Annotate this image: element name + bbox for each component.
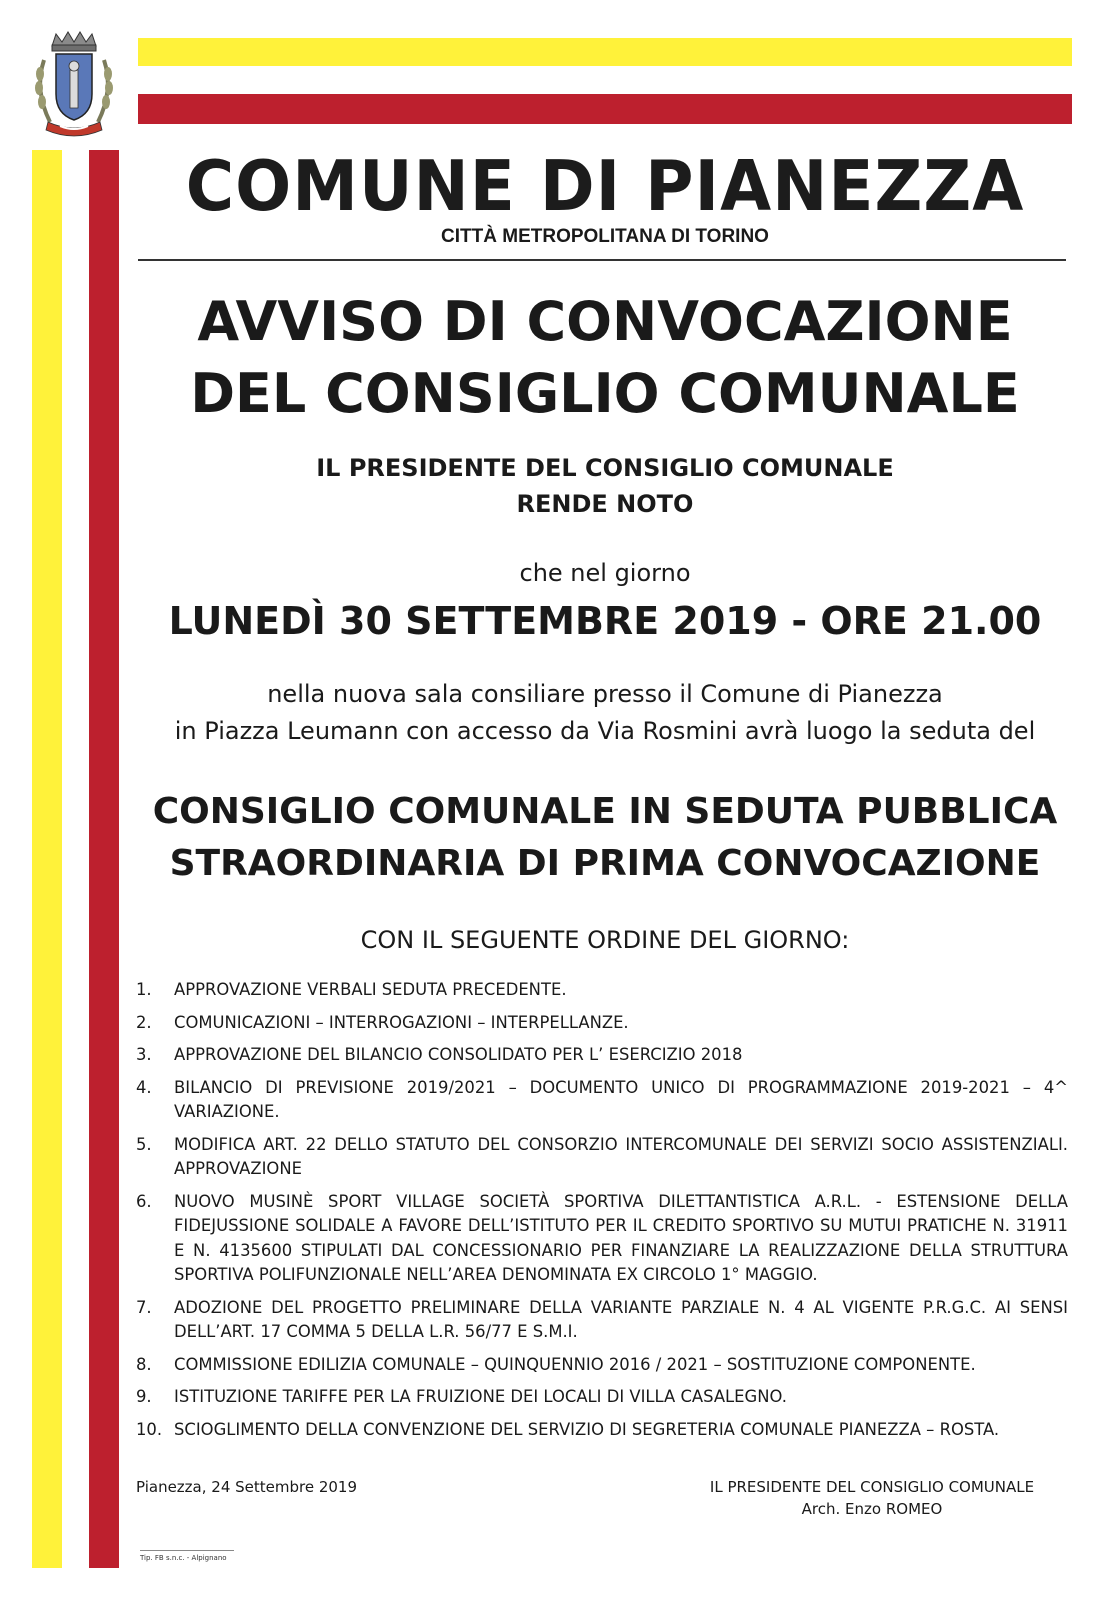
agenda-item-number: 4. <box>136 1077 152 1097</box>
agenda-item-number: 2. <box>136 1012 152 1032</box>
agenda-item <box>136 1296 1068 1345</box>
header-divider <box>138 259 1066 261</box>
agenda-item <box>136 978 1068 1003</box>
signer-name: Arch. Enzo ROMEO <box>801 1500 943 1518</box>
agenda-item-number: 9. <box>136 1387 152 1406</box>
agenda-item-text: APPROVAZIONE VERBALI SEDUTA PRECEDENTE. <box>174 980 567 999</box>
agenda-item <box>136 1190 1068 1288</box>
coat-of-arms-icon <box>30 30 118 140</box>
location-line: nella nuova sala consiliare presso il Comune di Pianezza <box>267 680 943 708</box>
meeting-date: LUNEDÌ 30 SETTEMBRE 2019 - ORE 21.00 <box>168 599 1042 643</box>
notice-title-line: DEL CONSIGLIO COMUNALE <box>190 362 1020 425</box>
president-announcement <box>138 450 1072 522</box>
agenda-item-number: 6. <box>136 1191 152 1211</box>
top-red-stripe <box>138 94 1072 124</box>
signature-block <box>700 1476 1044 1520</box>
president-line: IL PRESIDENTE DEL CONSIGLIO COMUNALE <box>316 454 894 482</box>
location-line: in Piazza Leumann con accesso da Via Rosmini avrà luogo la seduta del <box>174 717 1036 745</box>
organization-name: COMUNE DI PIANEZZA <box>185 146 1025 227</box>
agenda-item-number: 1. <box>136 980 152 999</box>
agenda-item-number: 3. <box>136 1045 152 1064</box>
agenda-item-text: COMMISSIONE EDILIZIA COMUNALE – QUINQUENNIO 2016 / 2021 – SOSTITUZIONE COMPONENTE. <box>174 1354 976 1374</box>
left-yellow-stripe <box>32 150 62 1568</box>
agenda-item <box>136 1353 1068 1378</box>
notice-title-line: AVVISO DI CONVOCAZIONE <box>197 290 1013 353</box>
agenda-list <box>136 978 1068 1450</box>
agenda-heading: CON IL SEGUENTE ORDINE DEL GIORNO: <box>360 926 850 954</box>
printer-divider <box>140 1550 234 1551</box>
agenda-item-text: COMUNICAZIONI – INTERROGAZIONI – INTERPELLANZE. <box>174 1012 629 1032</box>
notice-title <box>138 286 1072 430</box>
agenda-item-number: 7. <box>136 1297 152 1317</box>
agenda-item-number: 8. <box>136 1354 152 1374</box>
agenda-item-text: MODIFICA ART. 22 DELLO STATUTO DEL CONSORZIO INTERCOMUNALE DEI SERVIZI SOCIO ASSISTENZIALI. APPROVAZIONE <box>174 1134 1068 1178</box>
agenda-item-text: SCIOGLIMENTO DELLA CONVENZIONE DEL SERVIZIO DI SEGRETERIA COMUNALE PIANEZZA – ROSTA. <box>174 1419 1000 1439</box>
printer-credit: Tip. FB s.n.c. - Alpignano <box>140 1554 227 1562</box>
top-yellow-stripe <box>138 38 1072 66</box>
agenda-item-text: ADOZIONE DEL PROGETTO PRELIMINARE DELLA VARIANTE PARZIALE N. 4 AL VIGENTE P.R.G.C. AI SENSI DELL’ART. 17 COMMA 5 DELLA L.R. 56/77 E S.M.I. <box>174 1297 1068 1341</box>
session-line: STRAORDINARIA DI PRIMA CONVOCAZIONE <box>169 843 1041 884</box>
agenda-item <box>136 1076 1068 1125</box>
left-red-stripe <box>89 150 119 1568</box>
agenda-item-text: ISTITUZIONE TARIFFE PER LA FRUIZIONE DEI LOCALI DI VILLA CASALEGNO. <box>174 1387 787 1406</box>
agenda-item <box>136 1133 1068 1182</box>
agenda-item <box>136 1418 1068 1443</box>
agenda-item <box>136 1385 1068 1410</box>
agenda-item <box>136 1011 1068 1036</box>
intro-text: che nel giorno <box>519 559 691 587</box>
session-type <box>138 786 1072 890</box>
meeting-location <box>138 676 1072 750</box>
agenda-item-number: 5. <box>136 1134 152 1154</box>
president-line: RENDE NOTO <box>516 490 694 518</box>
organization-subtitle: CITTÀ METROPOLITANA DI TORINO <box>441 226 769 247</box>
agenda-item-number: 10. <box>136 1419 163 1439</box>
agenda-item-text: BILANCIO DI PREVISIONE 2019/2021 – DOCUMENTO UNICO DI PROGRAMMAZIONE 2019-2021 – 4^ VARIAZIONE. <box>174 1077 1068 1121</box>
session-line: CONSIGLIO COMUNALE IN SEDUTA PUBBLICA <box>152 791 1058 832</box>
agenda-item-text: APPROVAZIONE DEL BILANCIO CONSOLIDATO PER L’ ESERCIZIO 2018 <box>174 1045 743 1064</box>
agenda-item <box>136 1043 1068 1068</box>
agenda-item-text: NUOVO MUSINÈ SPORT VILLAGE SOCIETÀ SPORTIVA DILETTANTISTICA A.R.L. - ESTENSIONE DELLA FIDEJUSSIONE SOLIDALE A FAVORE DELL’ISTITUTO PER IL CREDITO SPORTIVO SU MUTUI PRATICHE N. 31911 E N. 4135600 STIPULATI DAL CONCESSIONARIO PER FINANZIARE LA REALIZZAZIONE DELLA STRUTTURA SPORTIVA POLIFUNZIONALE NELL’AREA DENOMINATA EX CIRCOLO 1° MAGGIO. <box>174 1191 1068 1284</box>
signer-role: IL PRESIDENTE DEL CONSIGLIO COMUNALE <box>709 1478 1035 1496</box>
place-and-date: Pianezza, 24 Settembre 2019 <box>136 1478 358 1496</box>
